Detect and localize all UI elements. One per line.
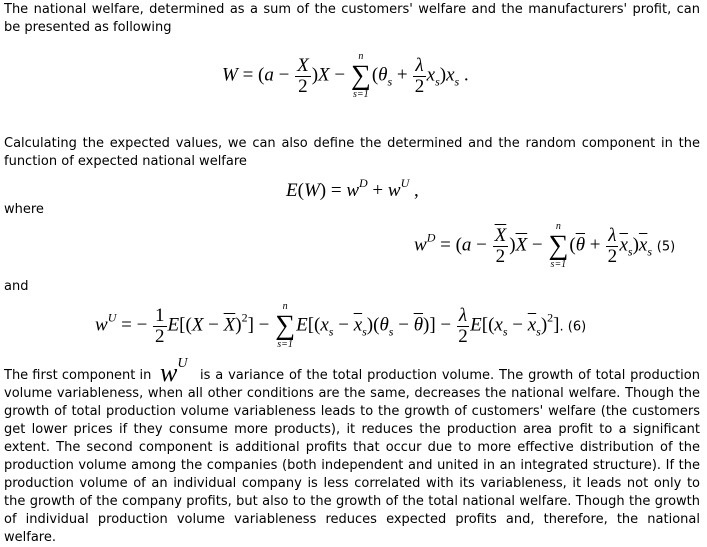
inline-symbol-w-u: $w^U$ (160, 356, 188, 387)
label-and: and (4, 279, 29, 294)
equation-6-random-component: $w^U$ = − $\frac{1}{2}$ $E[(X - \overline{X})^2]$ − n ∑ s=1 $E[(x_s - \overline{x}_s)(\theta_s - \overline{\theta})]$ − $\frac{\lambda}{2}$ $E[(x_s - \overline{x}_s)^2]$. (6) (95, 301, 587, 350)
equation-national-welfare: W = (a − $\frac{X}{2}$ )X − n ∑ s=1 ($\theta_s$ + $\frac{\lambda}{2}$ $x_s)x_s$ . (222, 51, 469, 100)
equation-5-determined-component: $w^D = (a$ − $\frac{\overline{X}}{2}$ )$\overline{X}$ − n ∑ s=1 ($\overline{\theta}$ + $\frac{\lambda}{2}$ $\overline{x}_s)\overline{x}_s$ (5) (414, 221, 676, 270)
paragraph-welfare-intro: The national welfare, determined as a sum of the customers' welfare and the manufacturers' profit, can be presented as following (4, 2, 700, 35)
paragraph-components-first-line: The first component in (4, 368, 152, 383)
paragraph-expected-values: Calculating the expected values, we can also define the determined and the random component in the function of expected national welfare (4, 136, 700, 169)
equation-5-tag: (5) (656, 239, 676, 255)
label-where: where (4, 202, 44, 217)
equation-expected-welfare: $E(W) = w^D + w^U$ , (286, 176, 419, 201)
equation-6-tag: . (6) (559, 319, 587, 335)
paragraph-components-body: is a variance of the total production volume. The growth of total production volume variableness, when all other conditions are the same, decreases the national welfare. Though the growth of total production volume variableness leads to the growth of customers' welfare (the customers get lower prices if they consume more products), it reduces the production area profit to a significant extent. The second component is additional profits that occur due to more effective distribution of the production volume among the companies (both independent and united in an integrated structure). If the production volume of an individual company is less correlated with its variableness, it leads not only to the growth of the company profits, but also to the growth of the total national welfare. Though the growth of individual production volume variableness reduces expected profits and, therefore, the national welfare. (4, 368, 700, 545)
